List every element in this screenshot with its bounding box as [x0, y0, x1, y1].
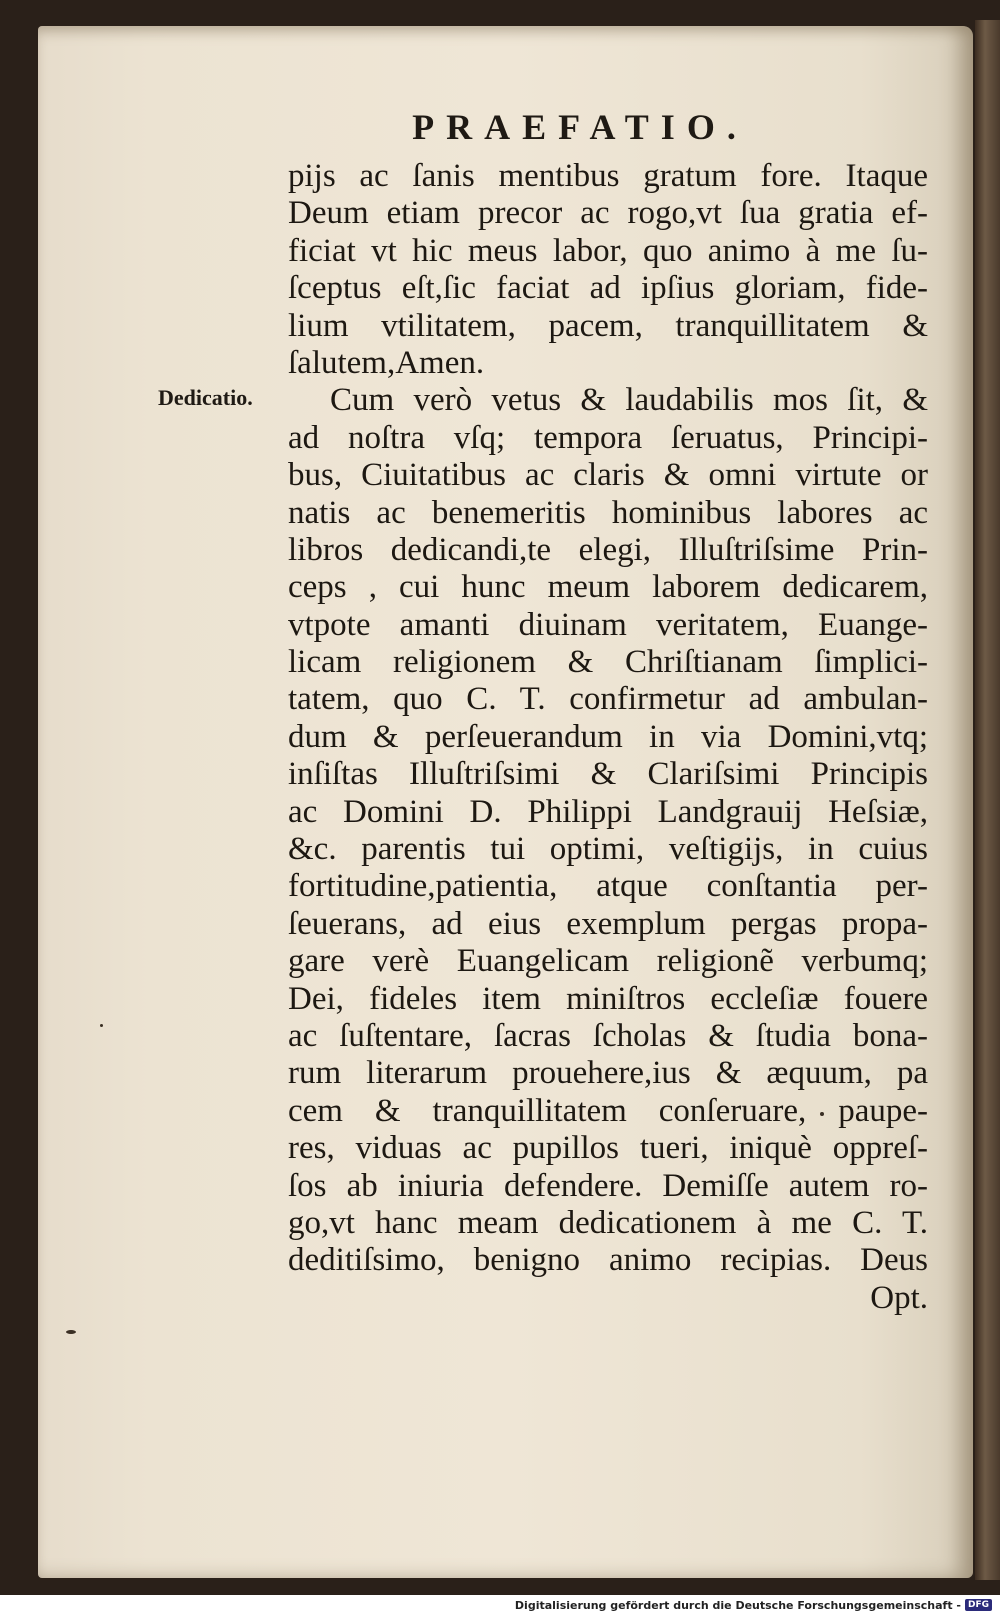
footer-credit: Digitalisierung gefördert durch die Deutsche Forschungsgemeinschaft - — [514, 1598, 961, 1612]
text-line: vtpote amanti diuinam veritatem, Euange- — [288, 606, 928, 643]
text-line: cem & tranquillitatem conſeruare, paupe- — [288, 1092, 928, 1129]
text-line: deditiſsimo, benigno animo recipias. Deus — [288, 1242, 928, 1279]
text-line: ac ſuſtentare, ſacras ſcholas & ſtudia bona- — [288, 1017, 928, 1054]
text-line: Deum etiam precor ac rogo,vt ſua gratia ef- — [288, 195, 928, 232]
text-line: ficiat vt hic meus labor, quo animo à me ſu- — [288, 232, 928, 269]
text-line: natis ac benemeritis hominibus labores ac — [288, 494, 928, 531]
text-line: inſiſtas Illuſtriſsimi & Clariſsimi Principis — [288, 756, 928, 793]
text-line: ad noſtra vſq; tempora ſeruatus, Principi- — [288, 419, 928, 456]
text-line: ſceptus eſt,ſic faciat ad ipſius gloriam, fide- — [288, 270, 928, 307]
text-line: Opt. — [870, 1279, 928, 1316]
text-line: ſeuerans, ad eius exemplum pergas propa- — [288, 905, 928, 942]
page-speck — [66, 1330, 76, 1334]
text-line: gare verè Euangelicam religionẽ verbumq; — [288, 943, 928, 980]
text-line: &c. parentis tui optimi, veſtigijs, in cuius — [288, 831, 928, 868]
page-speck — [100, 1024, 103, 1027]
text-line: licam religionem & Chriſtianam ſimplici- — [288, 644, 928, 681]
footer-bar — [0, 1595, 1000, 1615]
text-line: ſalutem,Amen. — [288, 344, 485, 381]
body-text — [288, 158, 928, 1317]
text-line: fortitudine,patientia, atque conſtantia per- — [288, 868, 928, 905]
text-line: go,vt hanc meam dedicationem à me C. T. — [288, 1204, 928, 1241]
text-line: tatem, quo C. T. confirmetur ad ambulan- — [288, 681, 928, 718]
text-line: res, viduas ac pupillos tueri, iniquè oppreſ- — [288, 1130, 928, 1167]
text-line: ac Domini D. Philippi Landgrauij Heſsiæ, — [288, 793, 928, 830]
book-spine — [975, 20, 1000, 1580]
text-line: ſos ab iniuria defendere. Demiſſe autem ro- — [288, 1167, 928, 1204]
text-line: dum & perſeuerandum in via Domini,vtq; — [288, 718, 928, 755]
text-line: libros dedicandi,te elegi, Illuſtriſsime Prin- — [288, 531, 928, 568]
text-line: Cum verò vetus & laudabilis mos ſit, & — [330, 382, 928, 419]
dfg-logo: DFG — [965, 1599, 992, 1611]
running-head: PRAEFATIO. — [412, 107, 748, 147]
text-line: ceps , cui hunc meum laborem dedicarem, — [288, 569, 928, 606]
text-line: rum literarum prouehere,ius & æquum, pa — [288, 1055, 928, 1092]
text-line: Dei, fideles item miniſtros eccleſiæ fouere — [288, 980, 928, 1017]
margin-note: Dedicatio. — [158, 385, 253, 410]
text-line: pijs ac ſanis mentibus gratum fore. Itaque — [288, 158, 928, 194]
text-line: lium vtilitatem, pacem, tranquillitatem & — [288, 307, 928, 344]
text-line: bus, Ciuitatibus ac claris & omni virtute or — [288, 457, 928, 494]
